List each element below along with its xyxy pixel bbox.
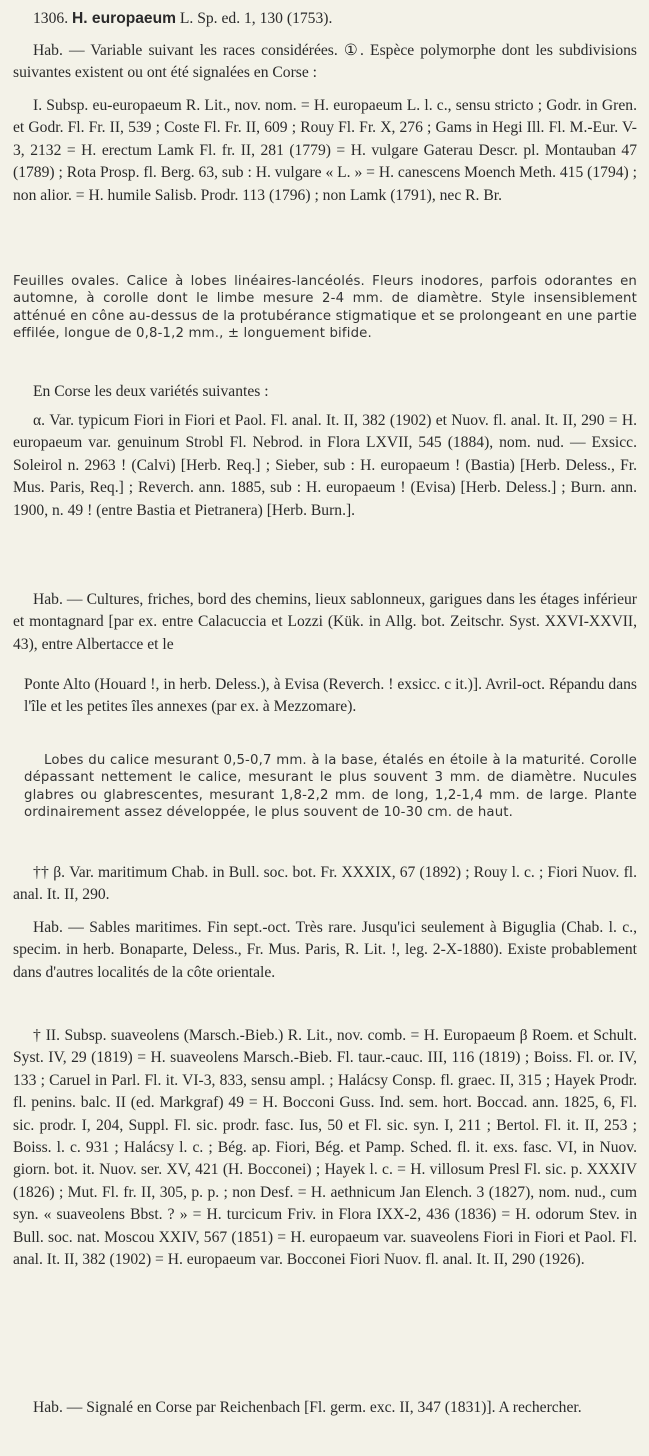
var-alpha-hab-continued: Ponte Alto (Houard !, in herb. Deless.), à Evisa (Reverch. ! exsicc. c it.)]. Avril-oct. Répandu dans l'île et les petites îles annexes (par ex. à Mezzomare). [24,676,637,716]
var-alpha-hab: Hab. — Cultures, friches, bord des chemins, lieux sablonneux, garigues dans les étages inférieur et montagnard [par ex. entre Calacuccia et Lozzi (Kük. in Allg. bot. Zeitschr. Syst. XXVI-XXVII, 43), entre Albertacce et le [13,591,637,653]
entry-number: 1306. [33,10,69,27]
var-beta-hab: Hab. — Sables maritimes. Fin sept.-oct. Très rare. Jusqu'ici seulement à Biguglia (Chab. l. c., specim. in herb. Bonaparte, Deless., Fr. Mus. Paris, R. Lit. !, leg. 2-X-1880). Existe probablement dans d'autres localités de la côte orientale. [13,919,637,981]
entry-author-ref: L. Sp. ed. 1, 130 (1753). [179,10,333,27]
subsp1-synonymy: I. Subsp. eu-europaeum R. Lit., nov. nom. = H. europaeum L. l. c., sensu stricto ; Godr. in Gren. et Godr. Fl. Fr. II, 539 ; Coste Fl. Fr. II, 609 ; Rouy Fl. Fr. X, 276 ; Gams in Hegi Ill. Fl. M.-Eur. V-3, 2132 = H. erectum Lamk Fl. fr. II, 281 (1779) = H. vulgare Gaterau Descr. pl. Montauban 47 (1789) ; Rota Prosp. fl. Berg. 63, sub : H. vulgare « L. » = H. canescens Moench Meth. 415 (1794) ; non alior. = H. humile Salisb. Prodr. 113 (1796) ; non Lamk (1791), nec R. Br. [13,97,637,204]
subsp1-description: Feuilles ovales. Calice à lobes linéaires-lancéolés. Fleurs inodores, parfois odorantes en automne, à corolle dont le limbe mesure 2-4 mm. de diamètre. Style insensiblement atténué en cône au-dessus de la protubérance stigmatique et se prolongeant en une partie effilée, longue de 0,8-1,2 mm., ± longuement bifide. [13,274,637,342]
subsp2-synonymy: † II. Subsp. suaveolens (Marsch.-Bieb.) R. Lit., nov. comb. = H. Europaeum β Roem. et Schult. Syst. IV, 29 (1819) = H. suaveolens Marsch.-Bieb. Fl. taur.-cauc. III, 116 (1819) ; Boiss. Fl. or. IV, 133 ; Caruel in Parl. Fl. it. VI-3, 833, sensu ampl. ; Halácsy Consp. fl. graec. II, 315 ; Hayek Prodr. fl. penins. balc. II (ed. Markgraf) 49 = H. Bocconi Guss. Ind. sem. hort. Boccad. ann. 1825, 6, Fl. sic. prodr. I, 204, Suppl. Fl. sic. prodr. fasc. Ius, 50 et Fl. sic. syn. I, 211 ; Bertol. Fl. it. II, 253 ; Boiss. l. c. 931 ; Halácsy l. c. ; Bég. ap. Fiori, Bég. et Pamp. Sched. fl. it. exs. fasc. VI, in Nuov. giorn. bot. it. Nuov. ser. XV, 421 (H. Bocconei) ; Hayek l. c. = H. villosum Presl Fl. sic. p. XXXIV (1826) ; Mut. Fl. fr. II, 305, p. p. ; non Desf. = H. aethnicum Jan Elench. 3 (1827), nom. nud., cum syn. « suaveolens Bbst. ? » = H. turcicum Friv. in Flora IXX-2, 436 (1836) = H. odorum Stev. in Bull. soc. nat. Moscou XXIV, 567 (1851) = H. europaeum var. suaveolens Fiori in Fiori et Paol. Fl. anal. It. II, 382 (1902) = H. europaeum var. Bocconei Fiori Nuov. fl. anal. It. II, 290 (1926). [13,1027,637,1269]
entry-heading [33,8,633,30]
var-alpha-description: Lobes du calice mesurant 0,5-0,7 mm. à la base, étalés en étoile à la maturité. Corolle dépassant nettement le calice, mesurant le plus souvent 3 mm. de diamètre. Nucules glabres ou glabrescentes, mesurant 1,8-2,2 mm. de long, 1,2-1,4 mm. de large. Plante ordinairement assez développée, le plus souvent de 10-30 cm. de haut. [24,753,637,821]
subsp2-hab: Hab. — Signalé en Corse par Reichenbach [Fl. germ. exc. II, 347 (1831)]. A rechercher. [33,1399,582,1416]
var-beta-synonymy: †† β. Var. maritimum Chab. in Bull. soc. bot. Fr. XXXIX, 67 (1892) ; Rouy l. c. ; Fiori Nuov. fl. anal. It. II, 290. [13,864,637,904]
entry-hab: Hab. — Variable suivant les races considérées. ①. Espèce polymorphe dont les subdivisions suivantes existent ou ont été signalées en Corse : [13,42,637,82]
entry-genus: H. europaeum [72,10,176,27]
var-alpha-synonymy: α. Var. typicum Fiori in Fiori et Paol. Fl. anal. It. II, 382 (1902) et Nuov. fl. anal. It. II, 290 = H. europaeum var. genuinum Strobl Fl. Nebrod. in Flora LXVII, 545 (1884), nom. nud. — Exsicc. Soleirol n. 2963 ! (Calvi) [Herb. Req.] ; Sieber, sub : H. europaeum ! (Bastia) [Herb. Deless., Fr. Mus. Paris, Req.] ; Reverch. ann. 1885, sub : H. europaeum ! (Evisa) [Herb. Deless.] ; Burn. ann. 1900, n. 49 ! (entre Bastia et Pietranera) [Herb. Burn.]. [13,412,637,519]
varieties-intro: En Corse les deux variétés suivantes : [33,383,269,400]
